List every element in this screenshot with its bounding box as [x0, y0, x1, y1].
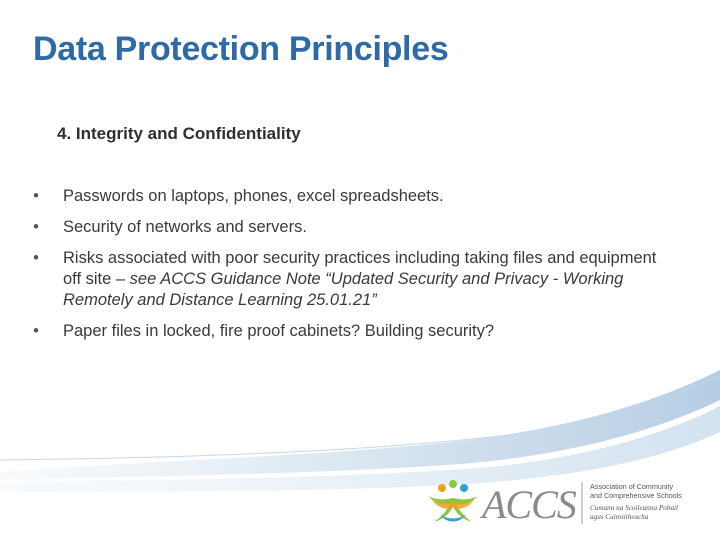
bullet-list — [30, 186, 670, 352]
bullet-item — [30, 186, 670, 207]
bullet-text: Passwords on laptops, phones, excel spreadsheets. — [63, 187, 444, 205]
logo-line-3: Cumann na Scoileanna Pobail — [590, 504, 679, 512]
bullet-dot: • — [33, 218, 39, 236]
logo-line-4: agus Cuimsitheacha — [590, 513, 649, 521]
bullet-text — [63, 249, 656, 309]
bullet-item — [30, 248, 670, 311]
bullet-text-italic: see ACCS Guidance Note “Updated Security and Privacy - Working Remotely and Distance Learning 25.01.21” — [63, 270, 624, 309]
slide-subtitle: 4. Integrity and Confidentiality — [57, 124, 301, 143]
bullet-text: Security of networks and servers. — [63, 218, 307, 236]
logo-line-2: and Comprehensive Schools — [590, 491, 682, 500]
bullet-item — [30, 217, 670, 238]
slide-title: Data Protection Principles — [33, 30, 449, 68]
bullet-item — [30, 321, 670, 342]
logo-mark-text: ACCS — [482, 482, 576, 527]
bullet-dot: • — [33, 322, 39, 340]
bullet-text: Paper files in locked, fire proof cabinets? Building security? — [63, 322, 495, 340]
bullet-text-plain: Risks associated with poor security practices including taking files and equipment off site – — [63, 249, 657, 288]
logo-line-1: Association of Community — [590, 482, 674, 491]
bullet-dot: • — [33, 187, 39, 205]
logo-emblem-icon — [428, 480, 478, 522]
accs-logo — [420, 474, 720, 534]
bullet-dot: • — [33, 249, 39, 267]
